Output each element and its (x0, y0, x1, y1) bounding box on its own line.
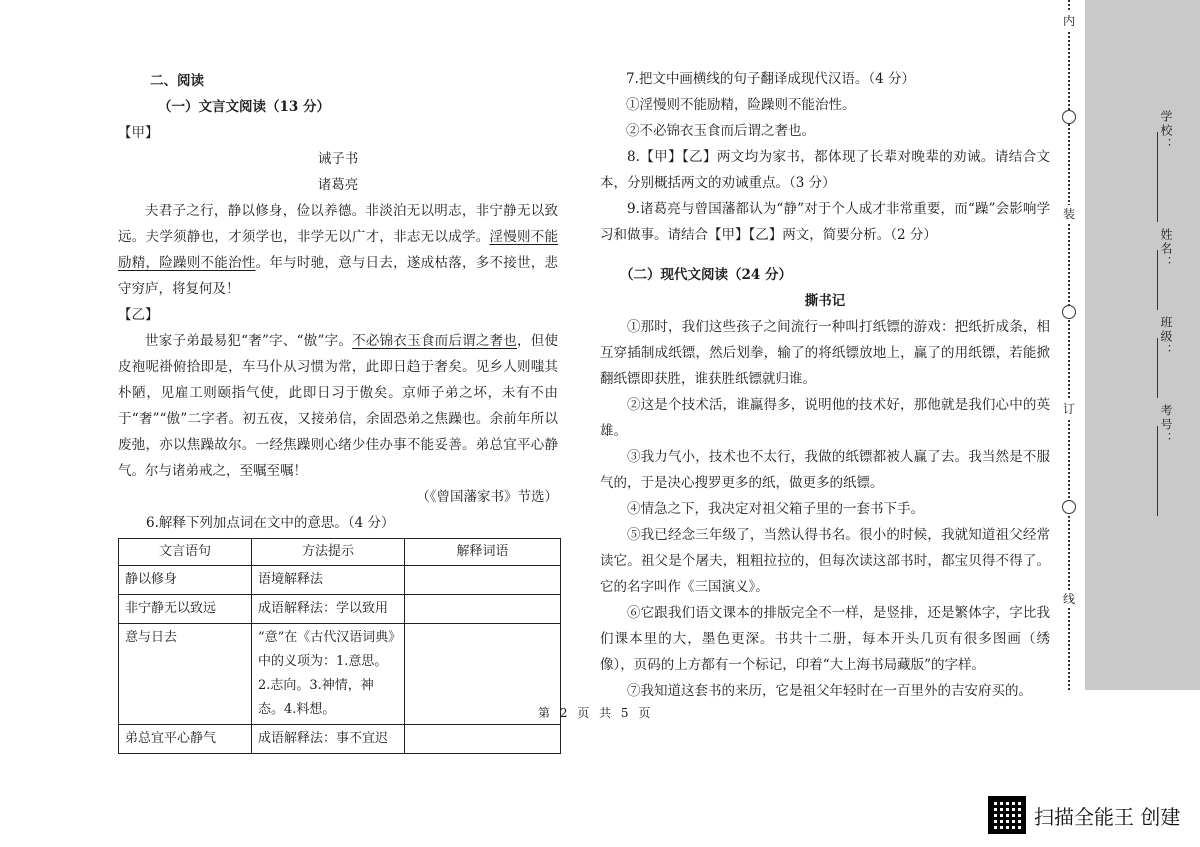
table-header: 文言语句 (119, 539, 252, 566)
story-paragraph: ③我力气小，技术也不太行，我做的纸镖都被人赢了去。我当然是不服气的，于是决心搜罗更多的纸，做更多的纸镖。 (600, 449, 1050, 491)
question-7: 7.把文中画横线的句子翻译成现代汉语。（4 分） (626, 71, 916, 87)
question-6: 6.解释下列加点词在文中的意思。（4 分） (146, 515, 395, 531)
spacer (600, 248, 1050, 262)
binding-hole (1062, 500, 1076, 514)
right-column (600, 66, 1050, 704)
binding-hole (1062, 110, 1076, 124)
binding-line (1055, 0, 1085, 690)
question-8: 8.【甲】【乙】两文均为家书，都体现了长辈对晚辈的劝诫。请结合文本，分别概括两文的劝诫重点。（3 分） (600, 149, 1050, 191)
table-row (119, 725, 561, 754)
table-header: 方法提示 (252, 539, 405, 566)
jia-title: 诫子书 (317, 151, 359, 167)
name-label: 姓名： (1159, 228, 1173, 270)
table-cell: “意”在《古代汉语词典》中的义项为：1.意思。2.志向。3.神情，神态。4.料想。 (252, 624, 405, 725)
table-cell: 弟总宜平心静气 (119, 725, 252, 754)
question-7-b: ②不必锦衣玉食而后谓之奢也。 (626, 123, 815, 139)
scanner-text: 扫描全能王 创建 (1034, 804, 1181, 829)
jia-text-pre: 夫君子之行，静以修身，俭以养德。非淡泊无以明志，非宁静无以致远。夫学须静也，才须学也，非学无以广才，非志无以成学。 (118, 203, 558, 245)
page-number: 第 2 页 共 5 页 (538, 706, 654, 720)
qr-code-icon (988, 796, 1026, 834)
name-line[interactable] (1157, 250, 1158, 310)
school-label: 学校： (1159, 110, 1173, 152)
id-label: 考号： (1159, 404, 1173, 446)
binding-hole (1062, 305, 1076, 319)
story-paragraph: ④情急之下，我决定对祖父箱子里的一套书下手。 (627, 501, 924, 517)
table-header-row (119, 539, 561, 566)
story-title: 撕书记 (804, 293, 846, 309)
table-row (119, 624, 561, 725)
word-explanation-table (118, 538, 561, 754)
table-row (119, 566, 561, 595)
jia-text-post: 。年与时驰，意与日去，遂成枯落，多不接世，悲守穷庐，将复何及！ (118, 255, 559, 297)
table-cell: 意与日去 (119, 624, 252, 725)
question-9: 9.诸葛亮与曾国藩都认为“静”对于个人成才非常重要，而“躁”会影响学习和做事。请结合【甲】【乙】两文，简要分析。（2 分） (600, 201, 1050, 243)
yi-text-post: ，但使皮袍呢褂俯拾即是，车马仆从习惯为常，此即日趋于奢矣。见乡人则嗤其朴陋，见雇工则颐指气使，此即日习于傲矣。京师子弟之坏，未有不由于“奢”“傲”二字者。初五夜，又接弟信，余固恐弟之焦躁也。余前年所以废弛，亦以焦躁故尔。一经焦躁则心绪少佳办事不能妥善。弟总宜平心静气。尔与诸弟戒之，至嘱至嘱！ (118, 333, 559, 479)
question-7-a: ①淫慢则不能励精，险躁则不能治性。 (626, 97, 856, 113)
classical-reading-title: （一）文言文阅读（13 分） (158, 99, 330, 115)
answer-cell[interactable] (405, 595, 561, 624)
modern-reading-title: （二）现代文阅读（24 分） (620, 267, 792, 283)
table-header: 解释词语 (405, 539, 561, 566)
table-cell: 成语解释法：学以致用 (252, 595, 405, 624)
binding-mark: 订 (1060, 400, 1078, 418)
table-cell: 语境解释法 (252, 566, 405, 595)
left-column (118, 68, 558, 754)
yi-text-pre: 世家子弟最易犯“奢”字、“傲”字。 (145, 333, 353, 349)
table-cell: 成语解释法：事不宜迟 (252, 725, 405, 754)
answer-cell[interactable] (405, 566, 561, 595)
class-label: 班级： (1159, 316, 1173, 358)
section-title: 二、阅读 (150, 73, 204, 89)
jia-paragraph (118, 198, 558, 302)
student-info-sidebar (1085, 0, 1200, 690)
yi-underlined-sentence: 不必锦衣玉食而后谓之奢也 (352, 333, 518, 349)
jia-underlined-sentence: 淫慢则不能励精，险躁则不能治性 (118, 229, 559, 271)
table-row (119, 595, 561, 624)
story-paragraph: ①那时，我们这些孩子之间流行一种叫打纸镖的游戏：把纸折成条，相互穿插制成纸镖，然后划拳，输了的将纸镖放地上，赢了的用纸镖，若能掀翻纸镖即获胜，谁获胜纸镖就归谁。 (600, 319, 1050, 387)
yi-paragraph (118, 328, 558, 484)
jia-author: 诸葛亮 (317, 177, 359, 193)
story-paragraph: ⑤我已经念三年级了，当然认得书名。很小的时候，我就知道祖父经常读它。祖父是个屠夫，粗粗拉拉的，但每次读这部书时，都宝贝得不得了。它的名字叫作《三国演义》。 (600, 527, 1050, 595)
binding-mark: 线 (1060, 590, 1078, 608)
binding-mark: 内 (1060, 12, 1078, 30)
answer-cell[interactable] (405, 725, 561, 754)
jia-label: 【甲】 (118, 125, 159, 141)
scanner-watermark (988, 796, 1180, 834)
id-line[interactable] (1157, 426, 1158, 516)
table-cell: 静以修身 (119, 566, 252, 595)
story-paragraph: ⑦我知道这套书的来历，它是祖父年轻时在一百里外的吉安府买的。 (627, 683, 1032, 699)
school-line[interactable] (1157, 132, 1158, 222)
class-line[interactable] (1157, 338, 1158, 398)
yi-source: （《曾国藩家书》节选） (416, 489, 558, 505)
story-paragraph: ②这是个技术活，谁赢得多，说明他的技术好，那他就是我们心中的英雄。 (600, 397, 1050, 439)
story-paragraph: ⑥它跟我们语文课本的排版完全不一样，是竖排，还是繁体字，字比我们课本里的大，墨色更深。书共十二册，每本开头几页有很多图画（绣像），页码的上方都有一个标记，印着“大上海书局藏版”的字样。 (600, 605, 1050, 673)
dotted-line (1068, 0, 1072, 690)
yi-label: 【乙】 (118, 307, 159, 323)
table-cell: 非宁静无以致远 (119, 595, 252, 624)
binding-mark: 装 (1060, 205, 1078, 223)
